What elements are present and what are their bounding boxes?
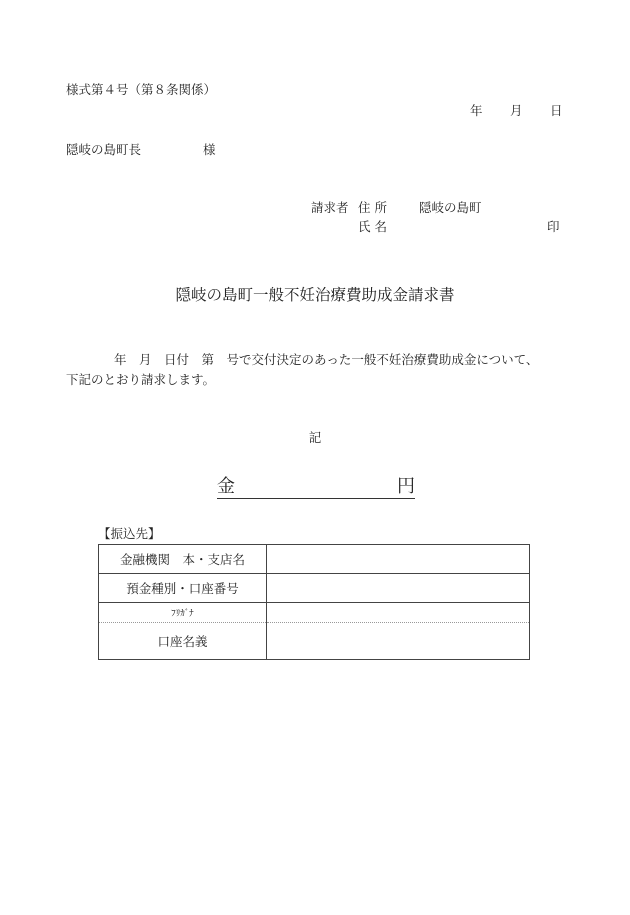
account-holder-field[interactable] <box>267 623 530 660</box>
bank-branch-label: 金融機関 本・支店名 <box>99 545 267 574</box>
bank-heading: 【振込先】 <box>98 526 161 541</box>
ki-label: 記 <box>308 430 322 445</box>
date-day: 日 <box>550 103 563 118</box>
account-holder-label: 口座名義 <box>99 623 267 660</box>
name-label: 氏 名 <box>358 219 387 234</box>
date-year: 年 <box>470 103 483 118</box>
address-value: 隠岐の島町 <box>419 200 482 215</box>
amount-line <box>217 478 415 499</box>
requester-label: 請求者 <box>311 200 349 215</box>
account-number-field[interactable] <box>267 574 530 603</box>
date-month: 月 <box>510 103 523 118</box>
form-number: 様式第４号（第８条関係） <box>66 82 217 97</box>
document-title: 隠岐の島町一般不妊治療費助成金請求書 <box>175 286 455 304</box>
table-row <box>99 574 530 603</box>
addressee-name: 隠岐の島町長 <box>66 142 142 157</box>
account-type-label: 預金種別・口座番号 <box>99 574 267 603</box>
furigana-label: ﾌﾘｶﾞﾅ <box>99 603 267 623</box>
bank-table <box>98 544 530 660</box>
table-row <box>99 545 530 574</box>
bank-branch-field[interactable] <box>267 545 530 574</box>
table-row <box>99 603 530 623</box>
address-label: 住 所 <box>358 200 387 215</box>
body-line-2: 下記のとおり請求します。 <box>66 372 216 387</box>
seal-mark: 印 <box>547 219 560 234</box>
amount-prefix: 金 <box>217 476 235 497</box>
addressee-honorific: 様 <box>203 142 216 157</box>
furigana-field[interactable] <box>267 603 530 623</box>
table-row <box>99 623 530 660</box>
amount-suffix: 円 <box>397 476 415 497</box>
body-line-1: 年 月 日付 第 号で交付決定のあった一般不妊治療費助成金について、 <box>114 352 539 367</box>
